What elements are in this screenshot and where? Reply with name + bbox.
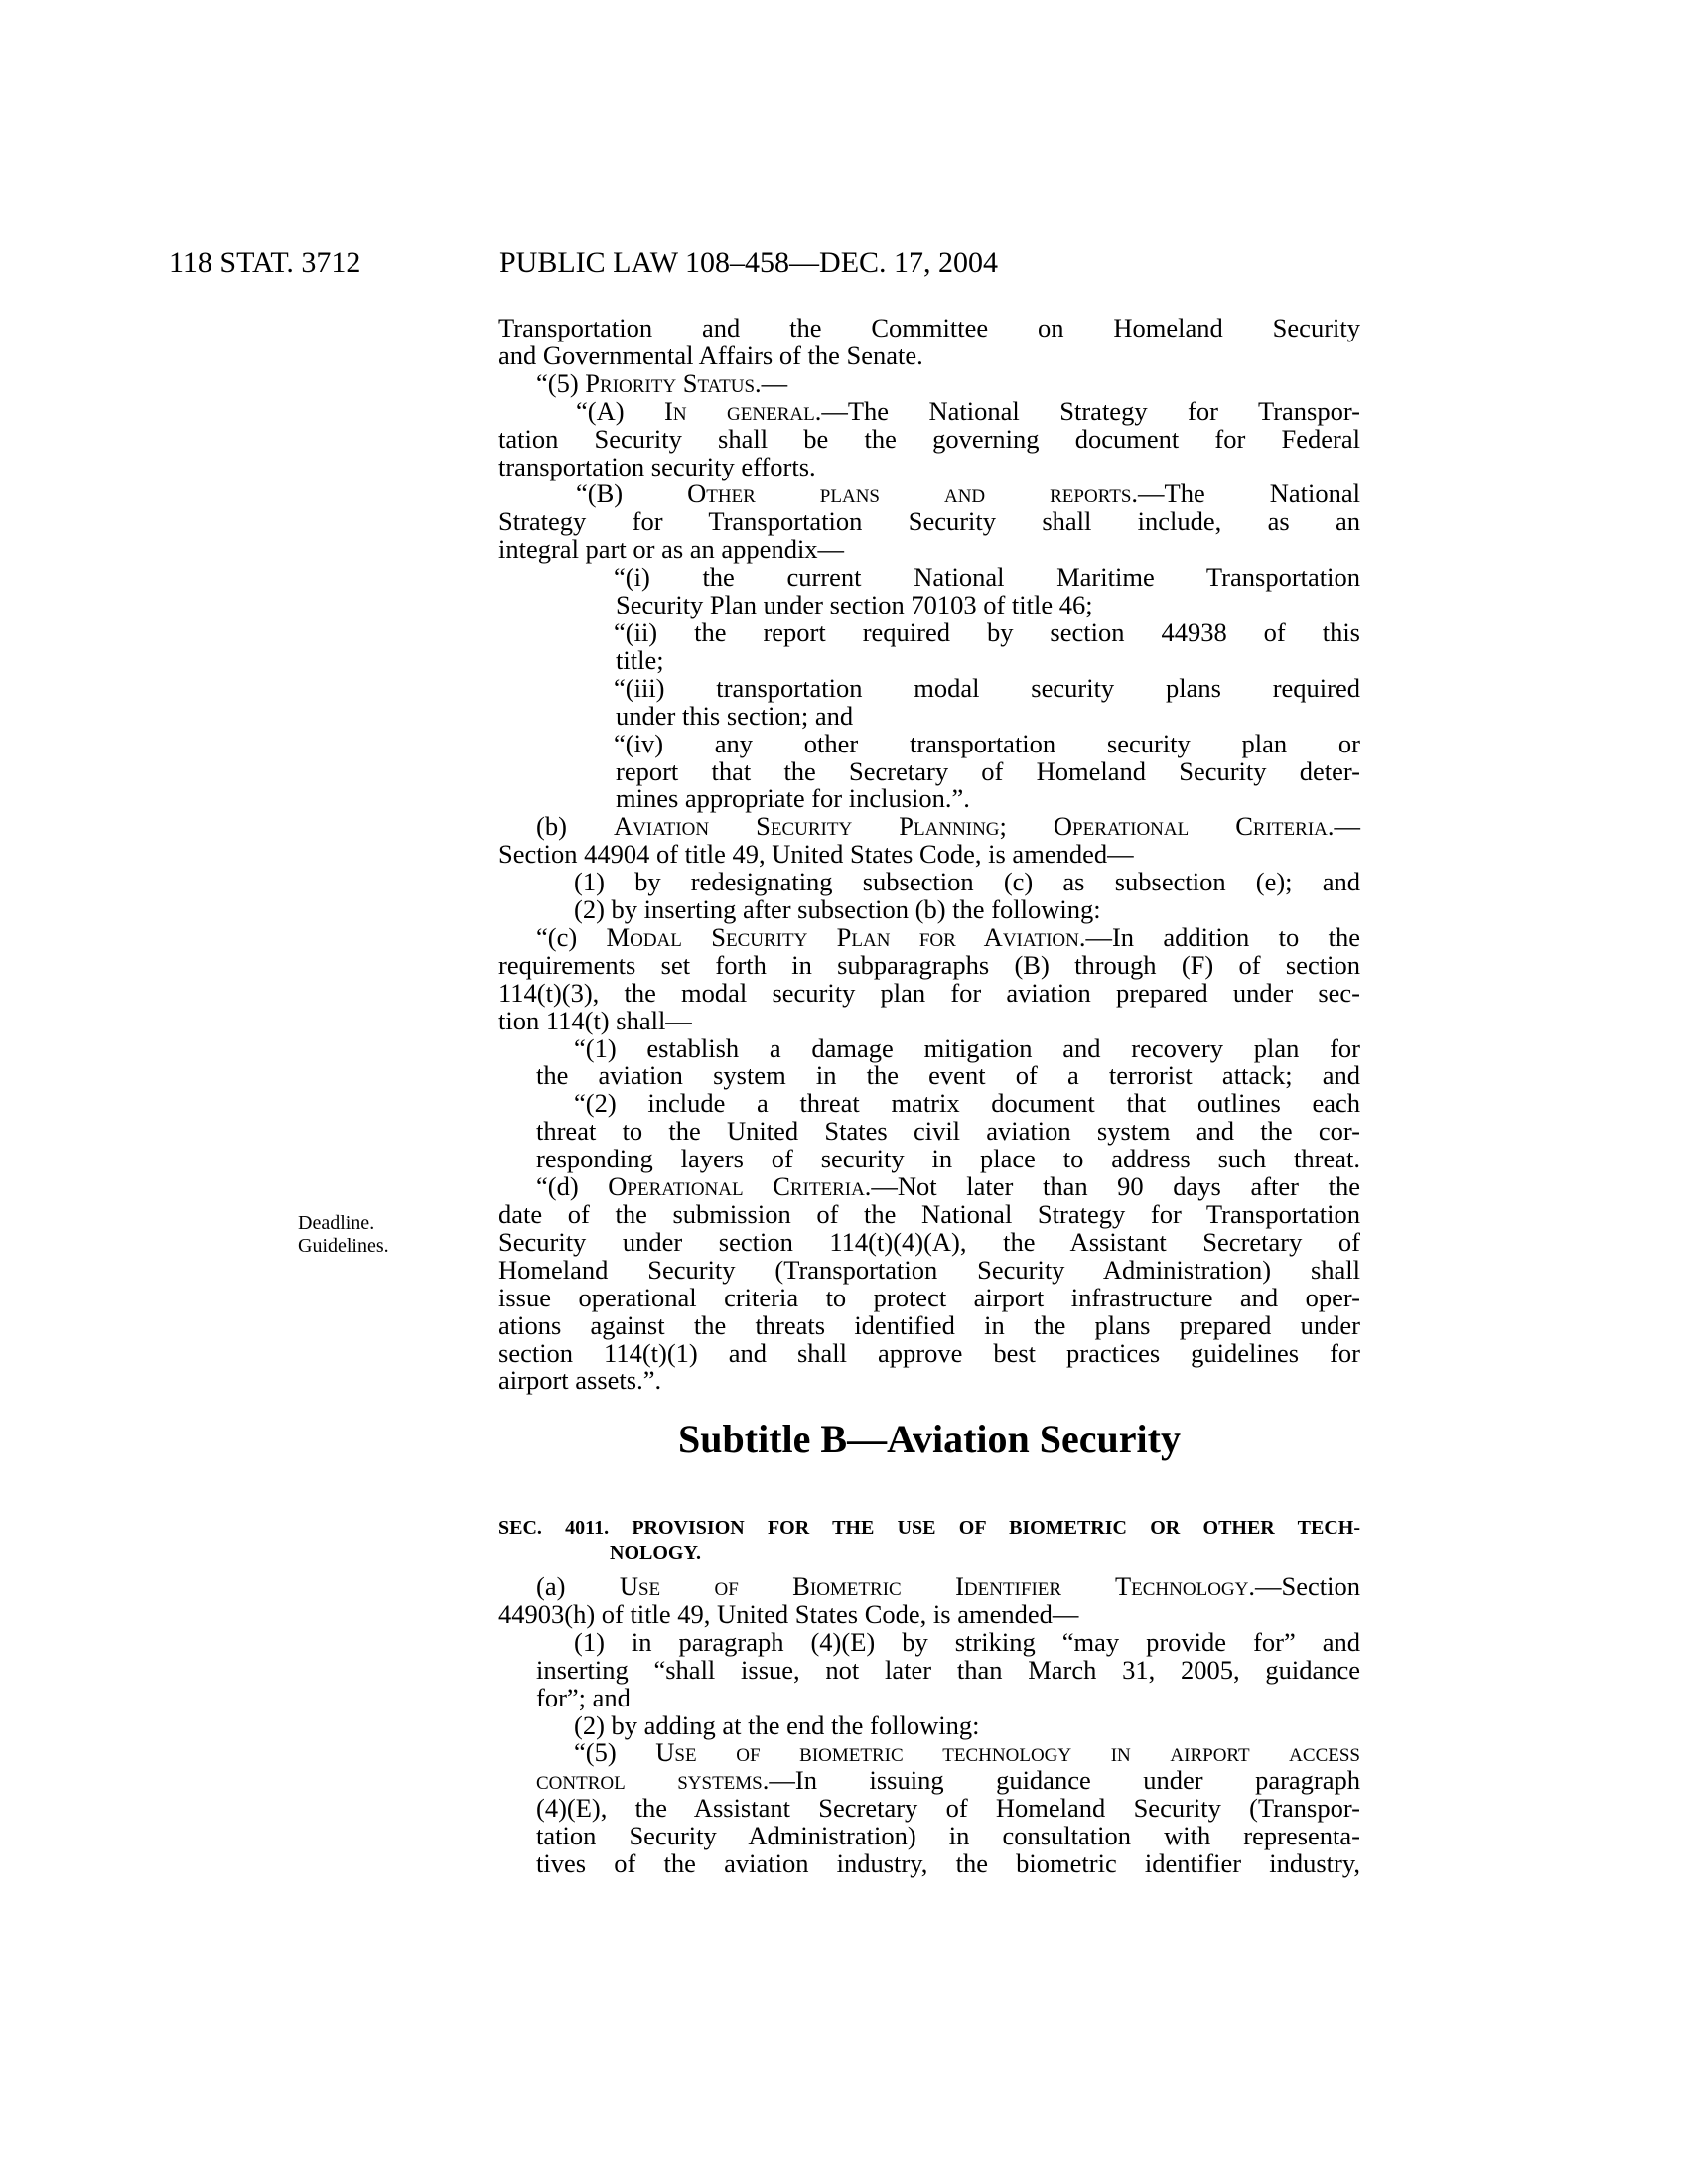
paragraph-heading-text: Other plans and reports bbox=[687, 478, 1132, 509]
text-line-rest: .—The National Strategy for Transpor- bbox=[814, 395, 1360, 426]
text-line: transportation security efforts. bbox=[498, 451, 816, 481]
text-line: “(i) the current National Maritime Transportation bbox=[614, 562, 1360, 593]
paragraph-heading-text: Aviation Security Planning; Operational Criteria bbox=[613, 811, 1328, 842]
running-header: PUBLIC LAW 108–458—DEC. 17, 2004 bbox=[499, 246, 999, 279]
text-line: (1) in paragraph (4)(E) by striking “may provide for” and bbox=[574, 1626, 1360, 1657]
text-line: airport assets.”. bbox=[498, 1365, 662, 1396]
section-heading-line: NOLOGY. bbox=[610, 1542, 702, 1564]
paragraph-number: “(5) bbox=[536, 367, 586, 398]
text-line bbox=[498, 1739, 1360, 1767]
text-line bbox=[498, 1573, 1360, 1601]
paragraph-number: (b) bbox=[536, 811, 614, 842]
text-line: “(2) include a threat matrix document that outlines each bbox=[574, 1088, 1360, 1119]
paragraph-heading-text: In general bbox=[664, 395, 815, 426]
paragraph-heading-text: Use of biometric technology in airport access bbox=[655, 1737, 1360, 1768]
margin-note-deadline: Deadline. bbox=[298, 1212, 375, 1234]
text-line: report that the Secretary of Homeland Security deter- bbox=[616, 755, 1360, 786]
paragraph-number: “(A) bbox=[576, 395, 665, 426]
text-line: tives of the aviation industry, the biometric identifier industry, bbox=[536, 1848, 1360, 1879]
text-line: (4)(E), the Assistant Secretary of Homeland Security (Transpor- bbox=[536, 1793, 1360, 1824]
text-line: and Governmental Affairs of the Senate. bbox=[498, 340, 923, 370]
text-line-rest: .—The National bbox=[1131, 478, 1360, 509]
text-line: inserting “shall issue, not later than March 31, 2005, guidance bbox=[536, 1654, 1360, 1685]
text-line: 44903(h) of title 49, United States Code, is amended— bbox=[498, 1598, 1079, 1629]
text-line bbox=[498, 921, 1360, 952]
text-line: “(iii) transportation modal security plans required bbox=[614, 672, 1360, 703]
text-line bbox=[498, 1767, 1360, 1795]
text-line-rest: .—Section bbox=[1248, 1571, 1360, 1601]
text-line: for”; and bbox=[536, 1682, 631, 1712]
paragraph-heading-text: Priority Status bbox=[585, 367, 756, 398]
text-block-2 bbox=[498, 1573, 1360, 1878]
paragraph-heading-text: Operational Criteria bbox=[608, 1171, 865, 1202]
text-block-1 bbox=[498, 315, 1360, 1395]
text-line: Security under section 114(t)(4)(A), the Assistant Secretary of bbox=[498, 1226, 1360, 1257]
paragraph-number: (a) bbox=[536, 1571, 620, 1601]
text-line: Homeland Security (Transportation Security Administration) shall bbox=[498, 1254, 1360, 1285]
text-line-rest: .—In addition to the bbox=[1078, 921, 1360, 952]
text-line: 114(t)(3), the modal security plan for aviation prepared under sec- bbox=[498, 977, 1360, 1008]
text-line: Strategy for Transportation Security shall include, as an bbox=[498, 506, 1360, 537]
text-line bbox=[498, 480, 1360, 508]
section-heading-line: SEC. 4011. PROVISION FOR THE USE OF BIOMETRIC OR OTHER TECH- bbox=[498, 1517, 1360, 1539]
text-line: under this section; and bbox=[616, 700, 854, 731]
margin-note-guidelines: Guidelines. bbox=[298, 1235, 389, 1257]
text-line: tation Security shall be the governing document for Federal bbox=[498, 423, 1360, 454]
heading-dash: .— bbox=[1327, 811, 1360, 842]
text-line: (2) by inserting after subsection (b) the following: bbox=[574, 894, 1101, 925]
text-line: “(iv) any other transportation security plan or bbox=[614, 728, 1360, 758]
section-heading bbox=[498, 1516, 1360, 1566]
text-line: “(ii) the report required by section 44938 of this bbox=[614, 616, 1360, 647]
paragraph-heading bbox=[498, 367, 1360, 398]
subtitle-heading: Subtitle B—Aviation Security bbox=[678, 1417, 1181, 1461]
text-line: Transportation and the Committee on Homeland Security bbox=[498, 313, 1360, 342]
text-line: Section 44904 of title 49, United States Code, is amended— bbox=[498, 839, 1134, 870]
text-line: section 114(t)(1) and shall approve best practices guidelines for bbox=[498, 1337, 1360, 1368]
text-line bbox=[498, 813, 1360, 841]
text-line bbox=[498, 395, 1360, 426]
text-line: (1) by redesignating subsection (c) as subsection (e); and bbox=[574, 867, 1360, 897]
text-line: title; bbox=[616, 644, 664, 675]
text-line: integral part or as an appendix— bbox=[498, 534, 845, 565]
paragraph-number: “(5) bbox=[574, 1737, 656, 1768]
text-line: the aviation system in the event of a terrorist attack; and bbox=[536, 1060, 1360, 1091]
paragraph-number: “(B) bbox=[576, 478, 688, 509]
text-line-rest: .—In issuing guidance under paragraph bbox=[762, 1765, 1360, 1796]
text-line: date of the submission of the National Strategy for Transportation bbox=[498, 1199, 1360, 1229]
text-line: mines appropriate for inclusion.”. bbox=[616, 783, 970, 814]
text-line: responding layers of security in place to address such threat. bbox=[536, 1144, 1360, 1174]
text-line bbox=[498, 1173, 1360, 1201]
paragraph-number: “(c) bbox=[536, 921, 607, 952]
text-line: issue operational criteria to protect airport infrastructure and oper- bbox=[498, 1282, 1360, 1312]
text-line: tion 114(t) shall— bbox=[498, 1005, 692, 1035]
text-line: requirements set forth in subparagraphs (B) through (F) of section bbox=[498, 949, 1360, 980]
text-line-rest: .—Not later than 90 days after the bbox=[864, 1171, 1360, 1202]
paragraph-heading-text: control systems bbox=[536, 1765, 763, 1796]
paragraph-heading-text: Use of Biometric Identifier Technology bbox=[619, 1571, 1249, 1601]
text-line: tation Security Administration) in consultation with representa- bbox=[536, 1821, 1360, 1851]
paragraph-heading-text: Modal Security Plan for Aviation bbox=[606, 921, 1079, 952]
text-line: threat to the United States civil aviation system and the cor- bbox=[536, 1116, 1360, 1147]
text-line: ations against the threats identified in the plans prepared under bbox=[498, 1309, 1360, 1340]
heading-dash: .— bbox=[755, 367, 788, 398]
text-line: “(1) establish a damage mitigation and recovery plan for bbox=[574, 1032, 1360, 1063]
stat-page-number: 118 STAT. 3712 bbox=[169, 246, 361, 279]
text-line: (2) by adding at the end the following: bbox=[574, 1709, 980, 1740]
paragraph-number: “(d) bbox=[536, 1171, 609, 1202]
text-line: Security Plan under section 70103 of title 46; bbox=[616, 590, 1093, 620]
